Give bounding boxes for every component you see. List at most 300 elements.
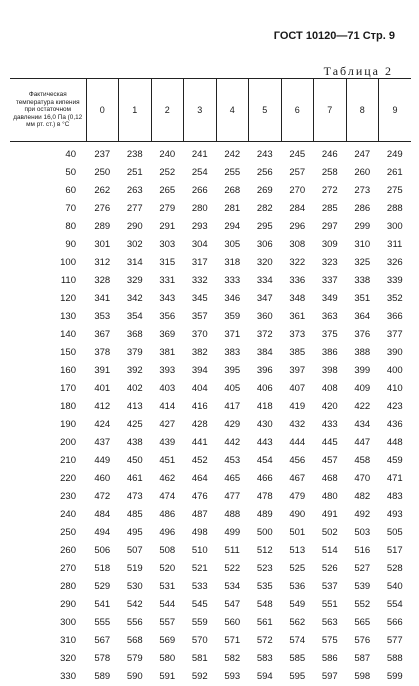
row-temperature: 110: [10, 272, 86, 290]
table-cell: 492: [346, 506, 379, 524]
row-temperature: 320: [10, 650, 86, 668]
table-cell: 360: [249, 308, 282, 326]
table-cell: 308: [281, 236, 314, 254]
column-header-5: 5: [249, 79, 282, 142]
table-cell: 347: [249, 290, 282, 308]
table-cell: 241: [184, 142, 217, 165]
table-cell: 281: [216, 200, 249, 218]
table-cell: 388: [346, 344, 379, 362]
table-cell: 404: [184, 380, 217, 398]
table-row: [10, 290, 411, 308]
table-cell: 506: [86, 542, 119, 560]
row-temperature: 270: [10, 560, 86, 578]
table-cell: 427: [151, 416, 184, 434]
table-cell: 310: [346, 236, 379, 254]
page-header: ГОСТ 10120—71 Стр. 9: [274, 30, 395, 42]
row-temperature: 260: [10, 542, 86, 560]
table-cell: 555: [86, 614, 119, 632]
table-cell: 574: [281, 632, 314, 650]
table-cell: 547: [216, 596, 249, 614]
table-row: [10, 236, 411, 254]
table-cell: 577: [379, 632, 412, 650]
column-header-8: 8: [346, 79, 379, 142]
table-cell: 526: [314, 560, 347, 578]
table-cell: 531: [151, 578, 184, 596]
table-cell: 402: [119, 380, 152, 398]
row-temperature: 200: [10, 434, 86, 452]
table-row: [10, 470, 411, 488]
table-cell: 490: [281, 506, 314, 524]
table-row: [10, 650, 411, 668]
table-cell: 576: [346, 632, 379, 650]
table-row: [10, 578, 411, 596]
table-cell: 299: [346, 218, 379, 236]
table-cell: 449: [86, 452, 119, 470]
table-cell: 491: [314, 506, 347, 524]
table-cell: 462: [151, 470, 184, 488]
table-cell: 484: [86, 506, 119, 524]
table-cell: 262: [86, 182, 119, 200]
column-header-4: 4: [216, 79, 249, 142]
table-cell: 301: [86, 236, 119, 254]
table-cell: 423: [379, 398, 412, 416]
table-cell: 373: [281, 326, 314, 344]
table-cell: 588: [379, 650, 412, 668]
table-cell: 237: [86, 142, 119, 165]
table-cell: 390: [379, 344, 412, 362]
row-temperature: 300: [10, 614, 86, 632]
row-temperature: 230: [10, 488, 86, 506]
table-cell: 528: [379, 560, 412, 578]
row-temperature: 180: [10, 398, 86, 416]
row-temperature: 290: [10, 596, 86, 614]
conversion-table: [10, 78, 411, 686]
table-cell: 562: [281, 614, 314, 632]
table-cell: 405: [216, 380, 249, 398]
table-cell: 291: [151, 218, 184, 236]
table-cell: 240: [151, 142, 184, 165]
table-cell: 369: [151, 326, 184, 344]
table-cell: 245: [281, 142, 314, 165]
table-cell: 517: [379, 542, 412, 560]
table-cell: 420: [314, 398, 347, 416]
table-cell: 265: [151, 182, 184, 200]
table-cell: 541: [86, 596, 119, 614]
table-cell: 540: [379, 578, 412, 596]
table-cell: 268: [216, 182, 249, 200]
table-cell: 489: [249, 506, 282, 524]
table-cell: 569: [151, 632, 184, 650]
table-cell: 400: [379, 362, 412, 380]
table-cell: 572: [249, 632, 282, 650]
table-cell: 581: [184, 650, 217, 668]
table-cell: 377: [379, 326, 412, 344]
table-cell: 366: [379, 308, 412, 326]
table-cell: 296: [281, 218, 314, 236]
table-cell: 288: [379, 200, 412, 218]
corner-header: Фактическая температура кипения при остаточном давлении 16,0 Па (0,12 мм рт. ст.) в °С: [10, 79, 86, 142]
table-cell: 252: [151, 164, 184, 182]
table-cell: 505: [379, 524, 412, 542]
table-cell: 294: [216, 218, 249, 236]
table-cell: 399: [346, 362, 379, 380]
table-row: [10, 632, 411, 650]
table-cell: 396: [249, 362, 282, 380]
column-header-2: 2: [151, 79, 184, 142]
table-row: [10, 380, 411, 398]
table-cell: 549: [281, 596, 314, 614]
table-cell: 439: [151, 434, 184, 452]
table-body: [10, 142, 411, 686]
table-cell: 456: [281, 452, 314, 470]
table-cell: 250: [86, 164, 119, 182]
table-cell: 403: [151, 380, 184, 398]
table-cell: 384: [249, 344, 282, 362]
table-cell: 501: [281, 524, 314, 542]
table-cell: 451: [151, 452, 184, 470]
row-temperature: 140: [10, 326, 86, 344]
table-cell: 273: [346, 182, 379, 200]
table-cell: 556: [119, 614, 152, 632]
table-cell: 534: [216, 578, 249, 596]
table-cell: 303: [151, 236, 184, 254]
table-cell: 300: [379, 218, 412, 236]
table-cell: 432: [281, 416, 314, 434]
table-row: [10, 326, 411, 344]
table-cell: 320: [249, 254, 282, 272]
table-cell: 478: [249, 488, 282, 506]
table-cell: 392: [119, 362, 152, 380]
table-cell: 317: [184, 254, 217, 272]
table-cell: 297: [314, 218, 347, 236]
table-cell: 394: [184, 362, 217, 380]
table-cell: 464: [184, 470, 217, 488]
table-cell: 477: [216, 488, 249, 506]
table-cell: 256: [249, 164, 282, 182]
table-cell: 499: [216, 524, 249, 542]
table-cell: 260: [346, 164, 379, 182]
table-cell: 514: [314, 542, 347, 560]
table-cell: 551: [314, 596, 347, 614]
table-cell: 352: [379, 290, 412, 308]
table-cell: 511: [216, 542, 249, 560]
table-cell: 579: [119, 650, 152, 668]
row-temperature: 40: [10, 142, 86, 165]
table-cell: 480: [314, 488, 347, 506]
table-cell: 286: [346, 200, 379, 218]
row-temperature: 130: [10, 308, 86, 326]
table-cell: 595: [281, 668, 314, 686]
table-cell: 544: [151, 596, 184, 614]
table-cell: 510: [184, 542, 217, 560]
table-cell: 409: [346, 380, 379, 398]
table-cell: 599: [379, 668, 412, 686]
table-cell: 498: [184, 524, 217, 542]
table-row: [10, 142, 411, 165]
table-row: [10, 434, 411, 452]
table-cell: 255: [216, 164, 249, 182]
table-cell: 284: [281, 200, 314, 218]
table-cell: 331: [151, 272, 184, 290]
table-cell: 520: [151, 560, 184, 578]
table-cell: 382: [184, 344, 217, 362]
table-cell: 500: [249, 524, 282, 542]
table-row: [10, 614, 411, 632]
table-cell: 353: [86, 308, 119, 326]
table-cell: 247: [346, 142, 379, 165]
table-cell: 408: [314, 380, 347, 398]
column-header-1: 1: [119, 79, 152, 142]
table-cell: 315: [151, 254, 184, 272]
table-cell: 261: [379, 164, 412, 182]
table-cell: 338: [346, 272, 379, 290]
table-cell: 457: [314, 452, 347, 470]
table-cell: 597: [314, 668, 347, 686]
table-cell: 378: [86, 344, 119, 362]
table-cell: 502: [314, 524, 347, 542]
table-cell: 243: [249, 142, 282, 165]
table-cell: 249: [379, 142, 412, 165]
table-cell: 391: [86, 362, 119, 380]
table-cell: 482: [346, 488, 379, 506]
table-cell: 386: [314, 344, 347, 362]
row-temperature: 60: [10, 182, 86, 200]
row-temperature: 250: [10, 524, 86, 542]
table-cell: 454: [249, 452, 282, 470]
table-cell: 371: [216, 326, 249, 344]
table-cell: 305: [216, 236, 249, 254]
table-cell: 575: [314, 632, 347, 650]
table-cell: 351: [346, 290, 379, 308]
table-cell: 302: [119, 236, 152, 254]
table-row: [10, 308, 411, 326]
table-cell: 410: [379, 380, 412, 398]
table-cell: 522: [216, 560, 249, 578]
table-cell: 552: [346, 596, 379, 614]
table-cell: 269: [249, 182, 282, 200]
table-cell: 438: [119, 434, 152, 452]
table-cell: 336: [281, 272, 314, 290]
table-cell: 282: [249, 200, 282, 218]
table-cell: 376: [346, 326, 379, 344]
table-row: [10, 488, 411, 506]
table-cell: 486: [151, 506, 184, 524]
table-cell: 570: [184, 632, 217, 650]
table-cell: 414: [151, 398, 184, 416]
table-cell: 395: [216, 362, 249, 380]
table-cell: 422: [346, 398, 379, 416]
row-temperature: 120: [10, 290, 86, 308]
table-cell: 434: [346, 416, 379, 434]
table-cell: 521: [184, 560, 217, 578]
row-temperature: 80: [10, 218, 86, 236]
table-cell: 322: [281, 254, 314, 272]
row-temperature: 90: [10, 236, 86, 254]
table-cell: 381: [151, 344, 184, 362]
table-cell: 266: [184, 182, 217, 200]
table-cell: 333: [216, 272, 249, 290]
table-cell: 593: [216, 668, 249, 686]
table-cell: 398: [314, 362, 347, 380]
table-cell: 589: [86, 668, 119, 686]
table-cell: 443: [249, 434, 282, 452]
table-cell: 539: [346, 578, 379, 596]
table-cell: 372: [249, 326, 282, 344]
table-row: [10, 362, 411, 380]
table-cell: 361: [281, 308, 314, 326]
table-cell: 592: [184, 668, 217, 686]
table-cell: 430: [249, 416, 282, 434]
table-cell: 450: [119, 452, 152, 470]
table-cell: 379: [119, 344, 152, 362]
table-cell: 513: [281, 542, 314, 560]
table-cell: 385: [281, 344, 314, 362]
table-cell: 306: [249, 236, 282, 254]
table-row: [10, 344, 411, 362]
table-cell: 476: [184, 488, 217, 506]
table-cell: 356: [151, 308, 184, 326]
table-cell: 251: [119, 164, 152, 182]
table-cell: 557: [151, 614, 184, 632]
table-cell: 458: [346, 452, 379, 470]
table-cell: 583: [249, 650, 282, 668]
table-cell: 535: [249, 578, 282, 596]
table-cell: 343: [151, 290, 184, 308]
table-cell: 425: [119, 416, 152, 434]
table-cell: 258: [314, 164, 347, 182]
table-cell: 453: [216, 452, 249, 470]
table-cell: 590: [119, 668, 152, 686]
table-cell: 529: [86, 578, 119, 596]
table-cell: 370: [184, 326, 217, 344]
table-cell: 587: [346, 650, 379, 668]
row-temperature: 330: [10, 668, 86, 686]
table-cell: 354: [119, 308, 152, 326]
table-cell: 275: [379, 182, 412, 200]
table-row: [10, 182, 411, 200]
table-row: [10, 524, 411, 542]
table-cell: 304: [184, 236, 217, 254]
table-row: [10, 200, 411, 218]
row-temperature: 220: [10, 470, 86, 488]
table-cell: 363: [314, 308, 347, 326]
table-cell: 238: [119, 142, 152, 165]
row-temperature: 210: [10, 452, 86, 470]
table-cell: 471: [379, 470, 412, 488]
row-temperature: 310: [10, 632, 86, 650]
table-cell: 585: [281, 650, 314, 668]
table-cell: 559: [184, 614, 217, 632]
table-cell: 417: [216, 398, 249, 416]
row-temperature: 170: [10, 380, 86, 398]
table-cell: 314: [119, 254, 152, 272]
table-cell: 441: [184, 434, 217, 452]
table-cell: 594: [249, 668, 282, 686]
table-cell: 276: [86, 200, 119, 218]
table-cell: 341: [86, 290, 119, 308]
column-header-0: 0: [86, 79, 119, 142]
table-cell: 487: [184, 506, 217, 524]
column-header-7: 7: [314, 79, 347, 142]
table-cell: 289: [86, 218, 119, 236]
table-label: Таблица 2: [324, 64, 393, 79]
table-cell: 242: [216, 142, 249, 165]
table-cell: 565: [346, 614, 379, 632]
table-cell: 580: [151, 650, 184, 668]
table-cell: 437: [86, 434, 119, 452]
table-cell: 257: [281, 164, 314, 182]
table-cell: 318: [216, 254, 249, 272]
table-cell: 246: [314, 142, 347, 165]
table-cell: 533: [184, 578, 217, 596]
table-cell: 598: [346, 668, 379, 686]
table-cell: 566: [379, 614, 412, 632]
table-cell: 348: [281, 290, 314, 308]
table-cell: 375: [314, 326, 347, 344]
table-cell: 323: [314, 254, 347, 272]
table-cell: 567: [86, 632, 119, 650]
table-cell: 329: [119, 272, 152, 290]
table-cell: 413: [119, 398, 152, 416]
table-cell: 473: [119, 488, 152, 506]
table-cell: 334: [249, 272, 282, 290]
table-cell: 406: [249, 380, 282, 398]
column-header-6: 6: [281, 79, 314, 142]
table-cell: 448: [379, 434, 412, 452]
table-cell: 563: [314, 614, 347, 632]
row-temperature: 50: [10, 164, 86, 182]
table-cell: 474: [151, 488, 184, 506]
table-cell: 312: [86, 254, 119, 272]
table-cell: 424: [86, 416, 119, 434]
table-cell: 429: [216, 416, 249, 434]
table-cell: 407: [281, 380, 314, 398]
table-row: [10, 560, 411, 578]
table-cell: 357: [184, 308, 217, 326]
table-cell: 560: [216, 614, 249, 632]
table-cell: 309: [314, 236, 347, 254]
table-cell: 280: [184, 200, 217, 218]
table-cell: 447: [346, 434, 379, 452]
table-cell: 483: [379, 488, 412, 506]
table-row: [10, 668, 411, 686]
table-cell: 325: [346, 254, 379, 272]
table-cell: 494: [86, 524, 119, 542]
table-cell: 416: [184, 398, 217, 416]
table-cell: 472: [86, 488, 119, 506]
table-cell: 466: [249, 470, 282, 488]
table-cell: 485: [119, 506, 152, 524]
table-cell: 561: [249, 614, 282, 632]
table-row: [10, 452, 411, 470]
table-cell: 367: [86, 326, 119, 344]
table-cell: 346: [216, 290, 249, 308]
table-cell: 263: [119, 182, 152, 200]
table-cell: 368: [119, 326, 152, 344]
table-cell: 433: [314, 416, 347, 434]
table-cell: 568: [119, 632, 152, 650]
table-header-row: [10, 79, 411, 142]
table-cell: 525: [281, 560, 314, 578]
table-cell: 293: [184, 218, 217, 236]
table-cell: 591: [151, 668, 184, 686]
row-temperature: 100: [10, 254, 86, 272]
table-cell: 342: [119, 290, 152, 308]
row-temperature: 160: [10, 362, 86, 380]
table-cell: 508: [151, 542, 184, 560]
row-temperature: 70: [10, 200, 86, 218]
table-cell: 393: [151, 362, 184, 380]
